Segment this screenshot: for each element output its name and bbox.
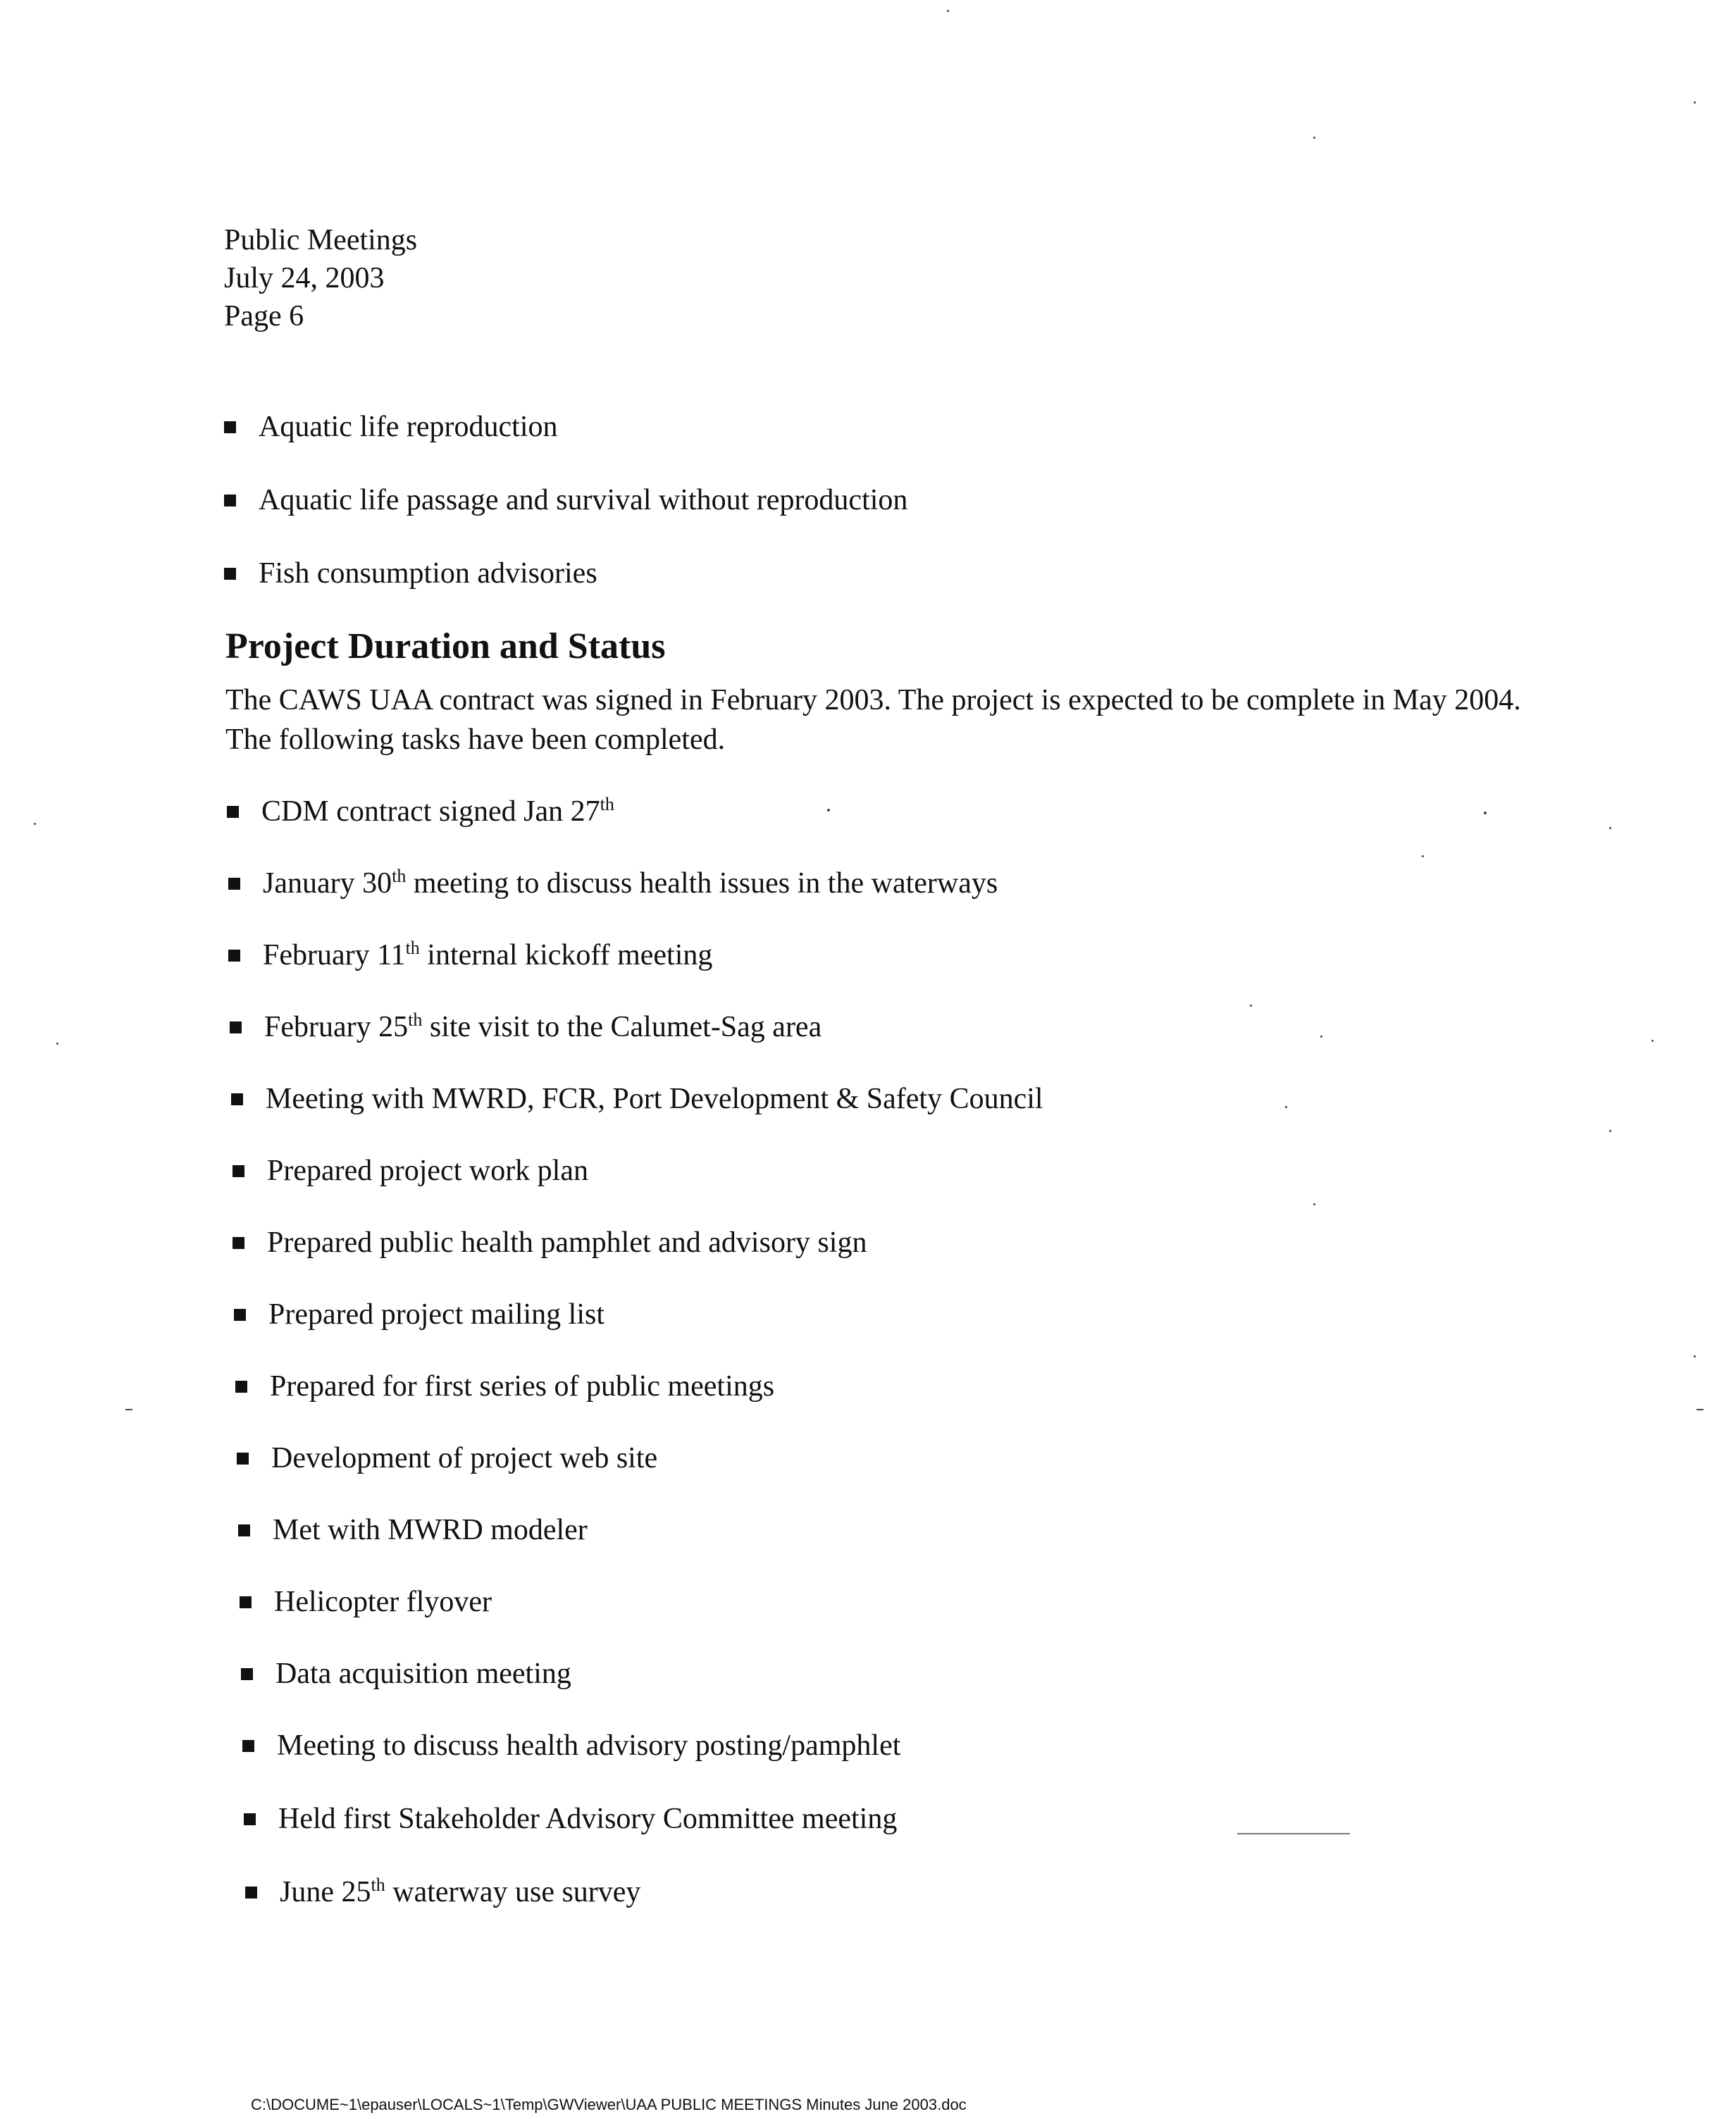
list-item xyxy=(224,407,558,447)
scan-speck xyxy=(1313,137,1315,139)
list-item-text: February 25th site visit to the Calumet-Sag area xyxy=(264,1009,822,1043)
scan-speck xyxy=(1250,1005,1252,1007)
bullet-square-icon xyxy=(237,1453,249,1465)
list-item xyxy=(231,1079,1043,1119)
footer-file-path: C:\DOCUME~1\epauser\LOCALS~1\Temp\GWViewer\UAA PUBLIC MEETINGS Minutes June 2003.doc xyxy=(251,2096,967,2113)
bullet-square-icon xyxy=(224,568,236,580)
bullet-square-icon xyxy=(238,1524,250,1536)
list-item xyxy=(237,1438,657,1478)
list-item-text: January 30th meeting to discuss health issues in the waterways xyxy=(263,866,998,900)
bullet-square-icon xyxy=(230,1021,242,1033)
section-paragraph: The CAWS UAA contract was signed in February 2003. The project is expected to be complete in May 2004. The following tasks have been completed. xyxy=(225,684,1521,756)
bullet-square-icon xyxy=(241,1668,253,1680)
bullet-square-icon xyxy=(231,1093,243,1105)
list-item xyxy=(244,1799,897,1839)
list-item-text: Meeting with MWRD, FCR, Port Development & Safety Council xyxy=(266,1083,1043,1115)
list-item xyxy=(228,936,712,975)
bullet-square-icon xyxy=(224,421,236,433)
list-item-text: Data acquisition meeting xyxy=(275,1658,571,1690)
header-page-number: Page 6 xyxy=(224,300,304,333)
list-item xyxy=(241,1654,571,1694)
scan-speck xyxy=(1484,812,1487,814)
list-item xyxy=(234,1295,604,1334)
scan-speck xyxy=(1694,1355,1696,1357)
list-item-text: June 25th waterway use survey xyxy=(280,1875,641,1908)
scan-speck xyxy=(1285,1106,1287,1108)
bullet-square-icon xyxy=(245,1887,257,1899)
list-item-text: Aquatic life reproduction xyxy=(259,411,558,443)
header-date: July 24, 2003 xyxy=(224,262,385,294)
list-item xyxy=(224,554,597,593)
scan-speck xyxy=(56,1043,58,1045)
list-item xyxy=(238,1510,588,1550)
list-item-text: Prepared project work plan xyxy=(267,1155,588,1187)
scan-speck xyxy=(1694,101,1696,104)
list-item-text: Development of project web site xyxy=(271,1442,658,1474)
scan-speck xyxy=(125,1409,132,1410)
list-item xyxy=(235,1367,774,1406)
list-item-text: Prepared project mailing list xyxy=(268,1298,605,1331)
scan-speck xyxy=(34,823,36,825)
scan-speck xyxy=(947,10,949,12)
bullet-square-icon xyxy=(240,1596,252,1608)
list-item xyxy=(232,1223,867,1262)
list-item xyxy=(227,792,614,831)
list-item-text: Met with MWRD modeler xyxy=(273,1514,588,1546)
list-item xyxy=(228,864,998,903)
list-item xyxy=(242,1726,900,1765)
bullet-square-icon xyxy=(227,806,239,818)
section-heading: Project Duration and Status xyxy=(225,626,666,666)
list-item xyxy=(230,1007,822,1047)
list-item-text: February 11th internal kickoff meeting xyxy=(263,938,713,971)
bullet-square-icon xyxy=(224,495,236,507)
list-item-text: Aquatic life passage and survival without reproduction xyxy=(259,484,908,516)
list-item-text: Helicopter flyover xyxy=(274,1586,492,1618)
list-item-text: Fish consumption advisories xyxy=(259,557,597,590)
list-item xyxy=(245,1872,640,1912)
list-item xyxy=(240,1582,492,1622)
scan-speck xyxy=(1237,1833,1350,1834)
list-item xyxy=(224,480,907,520)
scan-speck xyxy=(1609,1130,1611,1132)
page-header xyxy=(224,221,417,335)
bullet-square-icon xyxy=(228,878,240,890)
bullet-square-icon xyxy=(244,1813,256,1825)
bullet-square-icon xyxy=(242,1740,254,1752)
scan-speck xyxy=(1609,827,1611,829)
list-item xyxy=(232,1151,588,1191)
list-item-text: Prepared for first series of public meetings xyxy=(270,1370,775,1403)
bullet-square-icon xyxy=(232,1165,244,1177)
scan-speck xyxy=(827,809,830,812)
list-item-text: Held first Stakeholder Advisory Committee meeting xyxy=(278,1803,898,1835)
bullet-square-icon xyxy=(235,1381,247,1393)
list-item-text: CDM contract signed Jan 27th xyxy=(261,794,614,828)
header-title: Public Meetings xyxy=(224,224,418,256)
list-item-text: Meeting to discuss health advisory posting/pamphlet xyxy=(277,1729,901,1762)
scan-speck xyxy=(1651,1040,1654,1042)
scan-speck xyxy=(1422,855,1424,857)
scan-speck xyxy=(1697,1409,1704,1410)
bullet-square-icon xyxy=(234,1309,246,1321)
scan-speck xyxy=(1313,1203,1315,1205)
list-item-text: Prepared public health pamphlet and advisory sign xyxy=(267,1226,867,1259)
bullet-square-icon xyxy=(232,1237,244,1249)
bullet-square-icon xyxy=(228,950,240,962)
scan-speck xyxy=(1320,1036,1322,1038)
